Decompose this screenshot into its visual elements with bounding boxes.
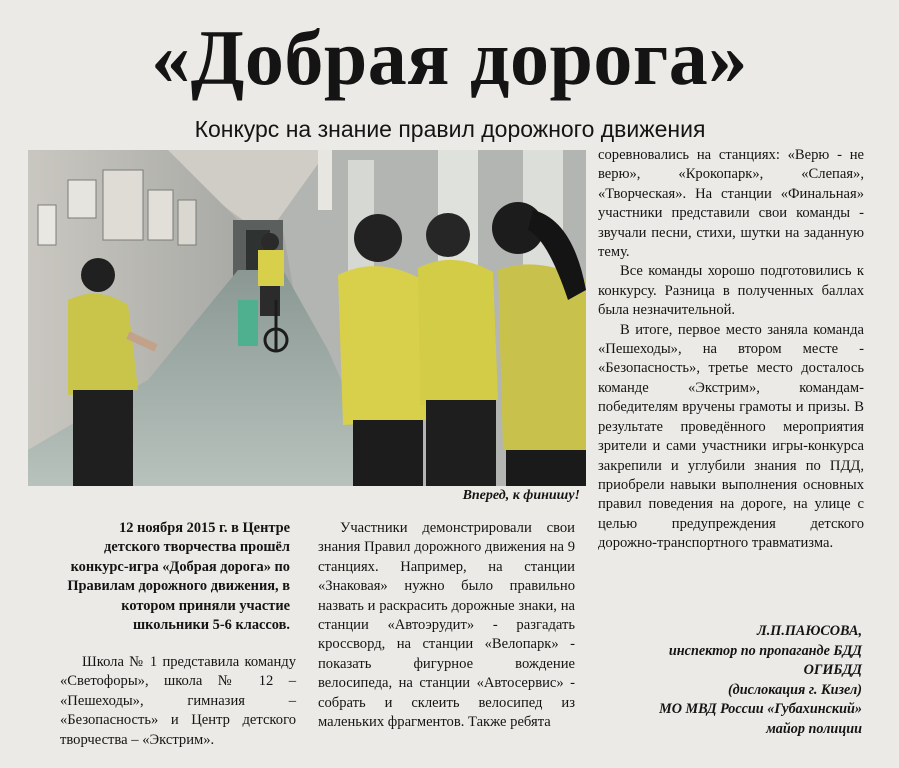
article-lead: 12 ноября 2015 г. в Центре детского творчества прошёл конкурс-игра «Добрая дорога» по Правилам дорожного движения, в котором приняли участие школьники 5-6 классов. [67, 520, 290, 634]
article-subhead: Конкурс на знание правил дорожного движения [194, 116, 706, 142]
photo-caption: Вперед, к финишу! [462, 488, 580, 503]
author-location: (дислокация г. Кизел) [727, 681, 862, 698]
article-column-1 [60, 653, 296, 750]
author-signature [600, 622, 862, 740]
author-rank: майор полиции [766, 720, 862, 737]
article-photo [28, 150, 586, 486]
author-position: инспектор по пропаганде БДД [668, 642, 862, 659]
article-column-2 [318, 519, 575, 732]
author-department: ОГИБДД [803, 662, 862, 679]
school-corridor-photo [28, 150, 586, 486]
column-3-paragraph: Все команды хорошо подготовились к конкурсу. Разница в полученных баллах была незначительной. [598, 263, 864, 319]
author-organization: МО МВД России «Губахинский» [659, 701, 862, 718]
column-3-paragraph-continued: соревновались на станциях: «Верю - не верю», «Крокопарк», «Слепая», «Творческая». На станции «Финальная» участники представили свои команды - звучали песни, стихи, шутки на заданную тему. [598, 147, 864, 261]
column-1-paragraph: Школа № 1 представила команду «Светофоры», школа № 12 – «Пешеходы», гимназия – «Безопасность» и Центр детского творчества – «Экстрим». [60, 654, 296, 748]
column-3-paragraph: В итоге, первое место заняла команда «Пешеходы», на втором месте - «Безопасность», третье место досталось команде «Экстрим», командам-победителям вручены грамоты и призы. В результате проведённого мероприятия зрители и сами участники игры-конкурса закрепили и углубили знания по ПДД, приобрели навыки выполнения основных правил поведения на дороге, на улице с целью предупреждения детского дорожно-транспортного травматизма. [598, 321, 864, 552]
article-column-3 [598, 146, 864, 554]
author-name: Л.П.ПАЮСОВА, [757, 623, 862, 639]
column-2-paragraph: Участники демонстрировали свои знания Правил дорожного движения на 9 станциях. Например, на станции «Знаковая» нужно было правильно назвать и раскрасить дорожные знаки, на станции «Автоэрудит» - разгадать кроссворд, на станции «Велопарк» - показать фигурное вождение велосипеда, на станции «Автосервис» - собрать и склеить велосипед из маленьких фрагментов. Также ребята [318, 520, 575, 731]
article-headline: «Добрая дорога» [151, 14, 748, 101]
